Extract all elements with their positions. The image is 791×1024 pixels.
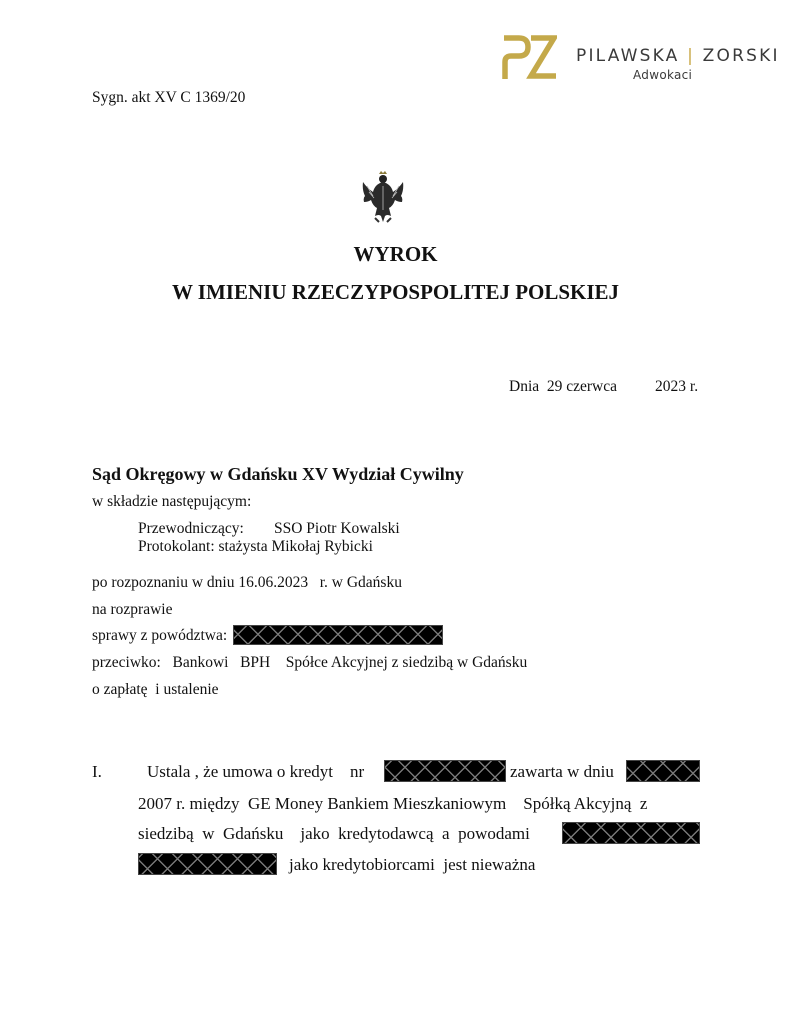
presiding-judge: SSO Piotr Kowalski [274,520,400,537]
redacted-plaintiffs-1 [562,822,700,844]
court-clerk: Protokolant: stażysta Mikołaj Rybicki [138,538,373,555]
redacted-contract-date [626,760,700,782]
ruling-line1-end: zawarta w dniu [510,762,614,781]
date-day-month: Dnia 29 czerwca [509,378,618,395]
document-title: WYROK [353,242,438,266]
ruling-line3: siedzibą w Gdańsku jako kredytodawcą a powodami [138,824,530,843]
ruling-line4: jako kredytobiorcami jest nieważna [289,855,536,874]
case-subject: o zapłatę i ustalenie [92,681,219,698]
redacted-plaintiffs-2 [138,853,277,875]
redacted-plaintiff [233,625,443,645]
ruling-number: I. [92,762,102,781]
pz-logo-monogram-icon [501,35,557,79]
ruling-line2: 2007 r. między GE Money Bankiem Mieszkaniowym Spółką Akcyjną z [138,794,648,813]
presiding-label: Przewodniczący: [138,520,244,537]
polish-eagle-emblem-icon [361,170,405,226]
redacted-contract-number [384,760,506,782]
judgment-date [509,378,698,396]
logo-firm-name [576,46,780,66]
logo-name-right: ZORSKI [702,46,780,66]
hearing-mode: na rozprawie [92,601,173,618]
logo-separator: | [687,46,696,66]
logo-subtitle: Adwokaci [633,68,693,82]
plaintiff-label: sprawy z powództwa: [92,627,228,644]
date-year: 2023 r. [655,378,699,395]
composition-label: w składzie następującym: [92,493,252,510]
hearing-info: po rozpoznaniu w dniu 16.06.2023 r. w Gdańsku [92,574,402,591]
defendant: przeciwko: Bankowi BPH Spółce Akcyjnej z siedzibą w Gdańsku [92,654,528,671]
case-signature: Sygn. akt XV C 1369/20 [92,89,246,106]
logo-name-left: PILAWSKA [576,46,680,66]
ruling-line1-start: Ustala , że umowa o kredyt nr [147,762,365,781]
document-subtitle: W IMIENIU RZECZYPOSPOLITEJ POLSKIEJ [171,280,620,304]
court-name: Sąd Okręgowy w Gdańsku XV Wydział Cywilny [92,464,464,484]
